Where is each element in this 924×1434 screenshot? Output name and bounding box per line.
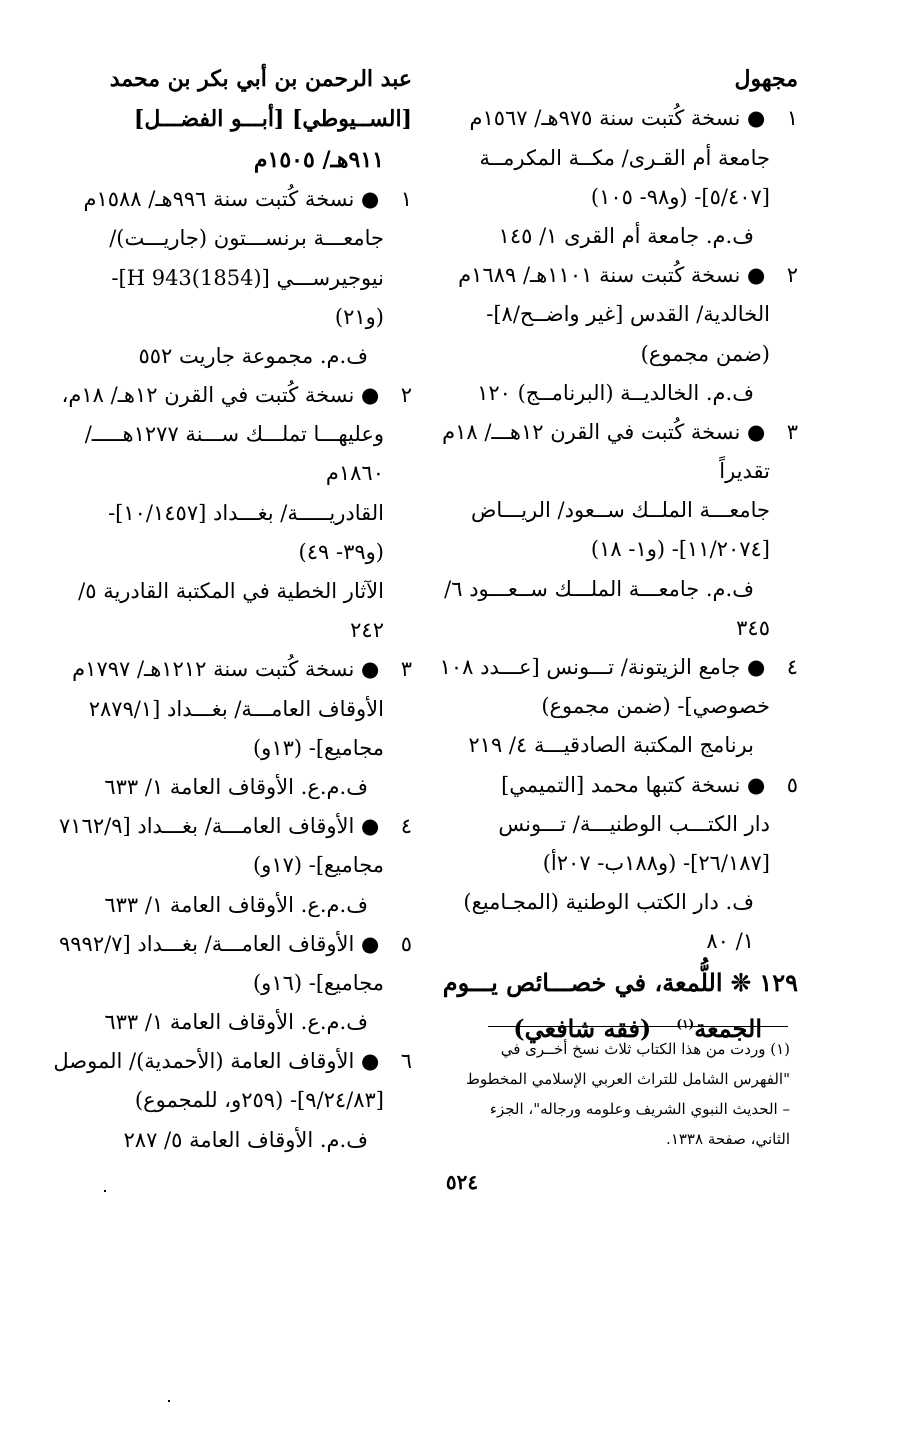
entry-line: (ضمن مجموع) xyxy=(640,341,770,366)
footnote-line: "الفهرس الشامل للتراث العربي الإسلامي المخطوط xyxy=(465,1070,790,1088)
entry-line: خصوصي]- (ضمن مجموع) xyxy=(541,694,770,719)
right-column xyxy=(439,66,798,1062)
footnote-line: – الحديث النبوي الشريف وعلومه ورجاله"، الجزء xyxy=(489,1100,790,1118)
manuscript-entry: ٣ ● نسخة كُتبت سنة ١٢١٢هـ/ ١٧٩٧م الأوقاف العامـــة/ بغـــداد [٢٨٧٩/١ مجاميع]- (١٣و) ف.م.ع. الأوقاف العامة ١/ ٦٣٣ xyxy=(72,657,412,799)
book-heading xyxy=(442,967,798,1045)
entry-line: نسخة كُتبت سنة ٩٩٦هـ/ ١٥٨٨م xyxy=(83,187,355,212)
author-name: مجهول xyxy=(734,66,798,92)
manuscript-entry: ٢ ● نسخة كُتبت في القرن ١٢هـ/ ١٨م، وعليهـــا تملـــك ســـنة ١٢٧٧هـــــ/ ١٨٦٠م القادريـــــة/ بغـــداد [١٠/١٤٥٧]- (و٣٩- ٤٩) الآثار الخطية في المكتبة القادرية ٥/ ٢٤٢ xyxy=(61,383,412,643)
entry-line: جامع الزيتونة/ تـــونس [عـــدد ١٠٨ xyxy=(439,655,741,680)
entry-number: ٢ xyxy=(786,263,798,288)
scan-speck xyxy=(104,1190,106,1192)
entry-line: الأوقاف العامـــة/ بغـــداد [٧١٦٢/٩ xyxy=(59,814,355,839)
entry-line: ١٨٦٠م xyxy=(325,461,384,486)
entry-line: ف.م.ع. الأوقاف العامة ١/ ٦٣٣ xyxy=(104,774,368,799)
left-column xyxy=(53,66,412,1167)
entry-line: الأوقاف العامة (الأحمدية)/ الموصل xyxy=(53,1049,355,1074)
entry-line: دار الكتـــب الوطنيـــة/ تـــونس xyxy=(498,811,770,836)
entry-number: ٥ xyxy=(786,772,798,797)
manuscript-entry: ٤ ● جامع الزيتونة/ تـــونس [عـــدد ١٠٨ خصوصي]- (ضمن مجموع) برنامج المكتبة الصادقيـــة ٤/ ٢١٩ xyxy=(439,655,798,758)
entry-number: ٣ xyxy=(786,419,798,444)
entry-line: مجاميع]- (١٣و) xyxy=(252,735,384,760)
entry-number: ٢ xyxy=(400,383,412,408)
footnote-line: الثاني، صفحة ١٣٣٨. xyxy=(666,1130,790,1148)
entry-number: ٦ xyxy=(400,1049,412,1074)
entry-number: ٤ xyxy=(786,655,798,680)
entry-line: نسخة كُتبت في القرن ١٢هـ/ ١٨م، xyxy=(61,383,355,408)
entry-line: برنامج المكتبة الصادقيـــة ٤/ ٢١٩ xyxy=(468,733,754,758)
footnote-line: (١) وردت من هذا الكتاب ثلاث نسخ أخــرى في xyxy=(500,1040,790,1058)
entry-line: جامعـــة برنســـتون (جاريـــت)/ xyxy=(109,226,384,251)
entry-line: ف.م. مجموعة جاريت ٥٥٢ xyxy=(138,343,368,368)
entry-line: نسخة كُتبت سنة ٩٧٥هـ/ ١٥٦٧م xyxy=(469,106,741,131)
entry-line: ف.م. الأوقاف العامة ٥/ ٢٨٧ xyxy=(123,1127,368,1152)
scan-speck xyxy=(168,1400,170,1402)
manuscript-entry: ٢ ● نسخة كُتبت سنة ١١٠١هـ/ ١٦٨٩م الخالدية/ القدس [غير واضــح/٨]- (ضمن مجموع) ف.م. الخالديــة (البرنامــج) ١٢٠ xyxy=(458,263,798,405)
entry-line: [٥/٤٠٧]- (و٩٨- ١٠٥) xyxy=(590,184,770,209)
entry-line: ف.م. الخالديــة (البرنامــج) ١٢٠ xyxy=(477,380,754,405)
entry-line: (و٢١) xyxy=(334,304,384,329)
entry-number: ٣ xyxy=(400,657,412,682)
heading-line: ١٢٩ ❊ اللُّمعة، في خصـــائص يـــوم xyxy=(442,967,798,997)
entry-line: [٢٦/١٨٧]- (و١٨٨ب- ٢٠٧أ) xyxy=(542,850,770,875)
manuscript-entry: ١ ● نسخة كُتبت سنة ٩٧٥هـ/ ١٥٦٧م جامعة أم القـرى/ مكــة المكرمــة [٥/٤٠٧]- (و٩٨- ١٠٥) ف.م. جامعة أم القرى ١/ ١٤٥ xyxy=(469,106,798,248)
entry-line: ٢٤٢ xyxy=(350,618,384,643)
entry-number: ١ xyxy=(400,187,412,212)
author-name: عبد الرحمن بن أبي بكر بن محمد xyxy=(109,66,412,92)
heading-line: الجمعة xyxy=(694,1014,762,1044)
manuscript-entry: ٦ ● الأوقاف العامة (الأحمدية)/ الموصل [٩/٢٤/٨٣]- (٢٥٩و، للمجموع) ف.م. الأوقاف العامة ٥/ ٢٨٧ xyxy=(53,1049,412,1152)
entry-line: ف.م. جامعة أم القرى ١/ ١٤٥ xyxy=(498,223,754,248)
entry-line: الخالدية/ القدس [غير واضــح/٨]- xyxy=(486,302,770,327)
entry-line: الآثار الخطية في المكتبة القادرية ٥/ xyxy=(78,579,384,604)
entry-line: نسخة كُتبت سنة ١١٠١هـ/ ١٦٨٩م xyxy=(458,263,741,288)
entry-line: ف.م.ع. الأوقاف العامة ١/ ٦٣٣ xyxy=(104,892,368,917)
entry-line: نسخة كتبها محمد [التميمي] xyxy=(501,772,741,797)
entry-line: ف.م.ع. الأوقاف العامة ١/ ٦٣٣ xyxy=(104,1010,368,1035)
entry-line: الأوقاف العامـــة/ بغـــداد [٩٩٩٢/٧ xyxy=(59,931,355,956)
entry-line: نسخة كُتبت سنة ١٢١٢هـ/ ١٧٩٧م xyxy=(72,657,355,682)
page-number: ٥٢٤ xyxy=(445,1170,479,1194)
entry-line: مجاميع]- (١٧و) xyxy=(252,853,384,878)
footnote xyxy=(460,1040,790,1160)
manuscript-entry: ٥ ● الأوقاف العامـــة/ بغـــداد [٩٩٩٢/٧ مجاميع]- (١٦و) ف.م.ع. الأوقاف العامة ١/ ٦٣٣ xyxy=(59,931,412,1035)
entry-line: (و٣٩- ٤٩) xyxy=(298,539,384,564)
manuscript-entry: ٤ ● الأوقاف العامـــة/ بغـــداد [٧١٦٢/٩ مجاميع]- (١٧و) ف.م.ع. الأوقاف العامة ١/ ٦٣٣ xyxy=(59,814,412,917)
entry-line: نيوجيرســـي [H 943(1854)]- xyxy=(111,265,384,290)
entry-line: ف. دار الكتب الوطنية (المجـاميع) xyxy=(463,890,754,915)
entry-line: مجاميع]- (١٦و) xyxy=(252,970,384,995)
entry-line: ف.م. جامعـــة الملـــك ســعـــود ٦/ xyxy=(444,576,754,601)
entry-line: ٣٤٥ xyxy=(736,615,770,640)
entry-line: القادريـــــة/ بغـــداد [١٠/١٤٥٧]- xyxy=(108,500,384,525)
author-dates: ٩١١هـ/ ١٥٠٥م xyxy=(253,146,384,173)
entry-number: ٤ xyxy=(400,814,412,839)
entry-number: ٥ xyxy=(400,931,412,956)
entry-line: وعليهـــا تملـــك ســـنة ١٢٧٧هـــــ/ xyxy=(84,422,384,447)
entry-line: ١/ ٨٠ xyxy=(706,929,754,954)
entry-line: [١١/٢٠٧٤]- (و١- ١٨) xyxy=(590,537,770,562)
subject-label: (فقه شافعي) xyxy=(513,1014,652,1044)
manuscript-entry: ١ ● نسخة كُتبت سنة ٩٩٦هـ/ ١٥٨٨م جامعـــة برنســـتون (جاريـــت)/ نيوجيرســـي [H 943(1854)]- (و٢١) ف.م. مجموعة جاريت ٥٥٢ xyxy=(72,187,412,369)
entry-line: تقديراً xyxy=(719,459,770,484)
entry-line: نسخة كُتبت في القرن ١٢هـــ/ ١٨م xyxy=(442,419,741,444)
entry-line: [٩/٢٤/٨٣]- (٢٥٩و، للمجموع) xyxy=(134,1088,384,1113)
manuscript-entry: ٥ ● نسخة كتبها محمد [التميمي] دار الكتـــب الوطنيـــة/ تـــونس [٢٦/١٨٧]- (و١٨٨ب- ٢٠٧أ) ف. دار الكتب الوطنية (المجـاميع) ١/ ٨٠ xyxy=(463,772,798,954)
entry-line: الأوقاف العامـــة/ بغـــداد [٢٨٧٩/١ xyxy=(88,696,384,721)
entry-line: جامعـــة الملــك ســعود/ الريـــاض xyxy=(470,498,770,523)
entry-line: جامعة أم القـرى/ مكــة المكرمــة xyxy=(479,145,770,170)
author-name: [الســيوطي] [أبـــو الفضـــل] xyxy=(133,106,412,133)
entry-number: ١ xyxy=(786,106,798,131)
manuscript-entry: ٣ ● نسخة كُتبت في القرن ١٢هـــ/ ١٨م تقديراً جامعـــة الملــك ســعود/ الريـــاض [١١/٢٠٧٤]- (و١- ١٨) ف.م. جامعـــة الملـــك ســعـــود ٦/ ٣٤٥ xyxy=(442,419,798,640)
footnote-ref: (١) xyxy=(676,1017,695,1032)
footnote-rule xyxy=(488,1026,788,1027)
